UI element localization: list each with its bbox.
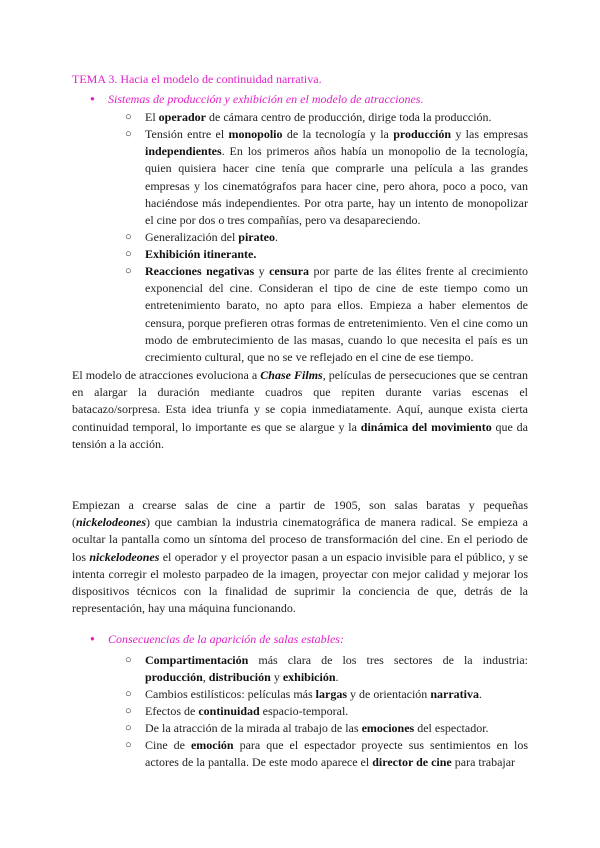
list-item bbox=[125, 229, 528, 246]
text-run: y de orientación bbox=[347, 687, 431, 701]
paragraph bbox=[72, 497, 528, 617]
text-run: Exhibición itinerante. bbox=[145, 247, 257, 261]
list-item bbox=[125, 652, 528, 686]
text-run: . bbox=[274, 230, 278, 244]
text-run: . En los primeros años había un monopolio de la tecnología, quien quisiera hacer cine tenía que comprarle una película a las grandes empresas y los cinematógrafos para hacer cine, pero ahora, poco a poco, van haciéndose más independientes. Por otra parte, hay un intento de monopolizar el cine por dos o tres compañías, pero va desapareciendo. bbox=[145, 144, 528, 228]
text-run: De la atracción de la mirada al trabajo de las bbox=[145, 721, 362, 735]
text-run: más clara de los tres sectores de la industria: bbox=[248, 653, 528, 667]
text-run: para que el espectador proyecte sus sentimientos en los actores de la pantalla. De este modo aparece el bbox=[145, 738, 528, 770]
text-run: Reacciones negativas bbox=[145, 264, 255, 278]
text-run: emociones bbox=[361, 721, 415, 735]
text-run: de cámara centro de producción, dirige toda la producción. bbox=[206, 110, 492, 124]
text-run: el operador y el proyector pasan a un espacio invisible para el público, y se intenta corregir el molesto parpadeo de la imagen, proyectar con mejor calidad y mejorar los dispositivos técnicos con la finalidad de suprimir la conciencia de que, detrás de la representación, hay una máquina funcionando. bbox=[72, 549, 528, 616]
text-run: . bbox=[335, 670, 339, 685]
circle-bullet-icon: ○ bbox=[125, 722, 132, 734]
section-heading-text: Sistemas de producción y exhibición en el modelo de atracciones. bbox=[108, 92, 424, 106]
text-run: distribución bbox=[208, 670, 271, 685]
text-run: . bbox=[478, 687, 482, 701]
circle-bullet-icon: ○ bbox=[125, 654, 132, 666]
text-run: largas bbox=[315, 687, 347, 701]
page-title: TEMA 3. Hacia el modelo de continuidad narrativa. bbox=[72, 72, 322, 86]
text-run: Efectos de bbox=[145, 704, 199, 718]
text-run: Cine de bbox=[145, 738, 191, 752]
text-run: y las empresas bbox=[451, 127, 529, 141]
text-run: emoción bbox=[190, 738, 234, 752]
list-item bbox=[125, 263, 529, 366]
bullet-icon: ● bbox=[90, 634, 95, 643]
list-item bbox=[125, 126, 529, 229]
text-run: Cambios estilísticos: películas más bbox=[145, 687, 316, 701]
text-run: producción bbox=[145, 670, 203, 685]
list-item bbox=[125, 737, 528, 771]
text-run: Compartimentación bbox=[145, 653, 249, 667]
text-run: Empiezan a crearse salas de cine a partir de 1905, son salas baratas y pequeñas ( bbox=[72, 498, 528, 530]
circle-bullet-icon: ○ bbox=[125, 111, 132, 123]
text-run: censura bbox=[269, 264, 310, 278]
text-run: narrativa bbox=[430, 687, 479, 701]
text-run: continuidad bbox=[198, 704, 260, 718]
circle-bullet-icon: ○ bbox=[125, 128, 132, 140]
text-run: y bbox=[254, 264, 270, 278]
circle-bullet-icon: ○ bbox=[125, 248, 132, 260]
circle-bullet-icon: ○ bbox=[125, 265, 132, 277]
text-run: director de cine bbox=[372, 755, 452, 770]
list-item bbox=[125, 703, 528, 720]
circle-bullet-icon: ○ bbox=[125, 688, 132, 700]
text-run: que da tensión a la acción. bbox=[72, 419, 529, 451]
text-run: Chase Films bbox=[260, 368, 323, 382]
circle-bullet-icon: ○ bbox=[125, 739, 132, 751]
text-run: Generalización del bbox=[145, 230, 239, 244]
paragraph bbox=[72, 367, 528, 453]
section-heading-text: Consecuencias de la aparición de salas estables: bbox=[108, 632, 344, 646]
list-item bbox=[125, 246, 528, 263]
text-run: de la tecnología y la bbox=[282, 127, 394, 141]
list-item bbox=[125, 686, 528, 703]
text-run: independientes bbox=[145, 144, 222, 159]
text-run: producción bbox=[393, 127, 451, 141]
text-run: para trabajar bbox=[451, 755, 516, 770]
text-run: Tensión entre el bbox=[145, 127, 229, 141]
text-run: exhibición bbox=[282, 670, 336, 685]
list-item bbox=[125, 720, 528, 737]
text-run: monopolio bbox=[228, 127, 283, 141]
circle-bullet-icon: ○ bbox=[125, 705, 132, 717]
text-run: El bbox=[145, 110, 159, 124]
text-run: y bbox=[270, 670, 283, 685]
text-run: nickelodeones bbox=[76, 515, 146, 530]
text-run: , bbox=[202, 670, 209, 685]
text-run: ) que cambian la industria cinematográfica de manera radical. Se empieza a ocultar la pantalla como un síntoma del proceso de transformación del cine. En el periodo de los bbox=[72, 515, 528, 564]
text-run: por parte de las élites frente al crecimiento exponencial del cine. Consideran el tipo de cine de este tiempo como un entretenimiento barato, no apto para ellos. Empieza a haber elementos de censura, porque prefieren otras formas de entretenimiento. Ven el cine como un modo de embrutecimiento de las masas, cuando lo que necesita el país es un crecimiento cultural, que no se ve reflejado en el cine de ese tiempo. bbox=[145, 264, 529, 365]
text-run: El modelo de atracciones evoluciona a bbox=[72, 368, 261, 382]
bullet-icon: ● bbox=[90, 94, 95, 103]
text-run: , películas de persecuciones que se centran en alargar la duración mediante cuadros que repiten durante varias escenas el batacazo/sorpresa. Esta idea triunfa y se copia inmediatamente. Aquí, aunque exista cierta continuidad temporal, lo importante es que se alargue y la bbox=[72, 368, 528, 434]
text-run: del espectador. bbox=[414, 721, 489, 735]
text-run: dinámica del movimiento bbox=[360, 419, 492, 434]
text-run: nickelodeones bbox=[89, 549, 160, 564]
list-item bbox=[125, 109, 528, 126]
text-run: espacio-temporal. bbox=[259, 704, 349, 718]
circle-bullet-icon: ○ bbox=[125, 231, 132, 243]
text-run: pirateo bbox=[238, 230, 275, 244]
text-run: operador bbox=[158, 110, 206, 124]
